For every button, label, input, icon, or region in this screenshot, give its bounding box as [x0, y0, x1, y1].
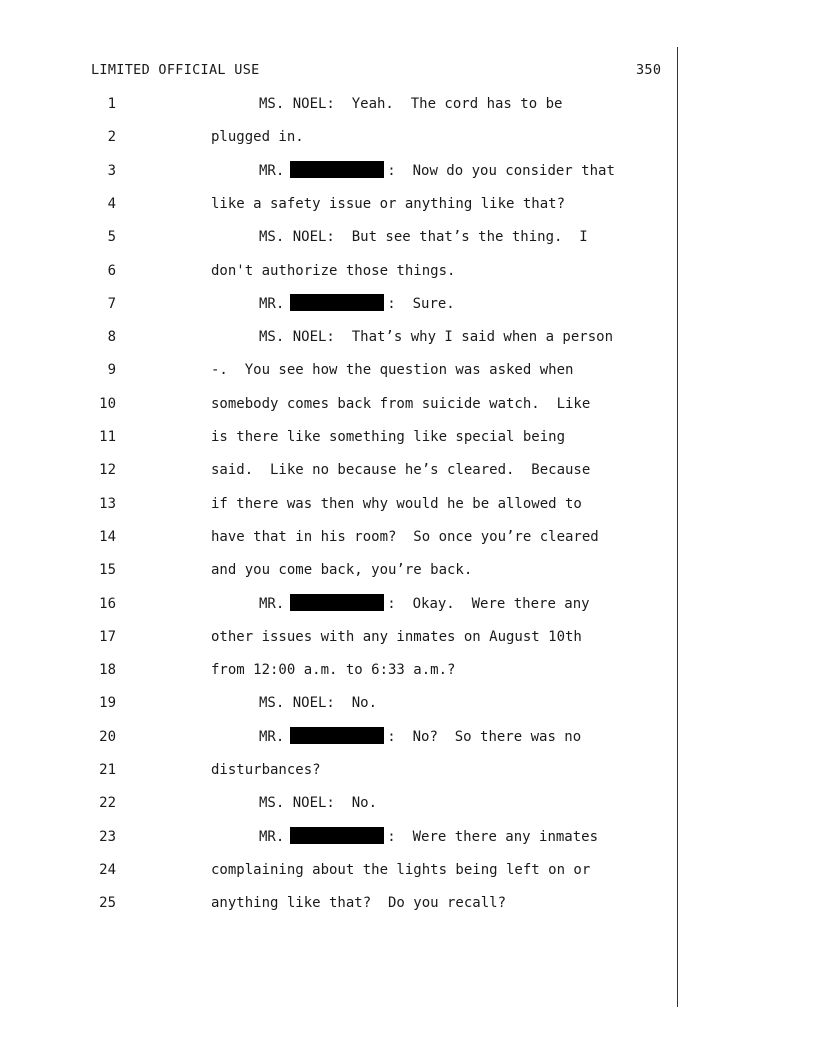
transcript-line [0, 327, 816, 347]
line-text [211, 127, 304, 147]
speech-text: -. You see how the question was asked when [211, 362, 574, 379]
line-text [211, 860, 590, 880]
speech-text: : Sure. [387, 295, 455, 312]
line-number: 18 [99, 662, 116, 679]
line-text [211, 360, 573, 380]
redaction-bar [290, 161, 384, 178]
speech-text: : No? So there was no [387, 728, 582, 745]
line-text [259, 94, 562, 114]
transcript-line [0, 94, 816, 114]
line-text [211, 893, 506, 913]
transcript-line [0, 627, 816, 647]
redaction-bar [290, 827, 384, 844]
line-number: 10 [99, 395, 116, 412]
speech-text: disturbances? [211, 762, 321, 778]
speech-text: have that in his room? So once you’re cleared [211, 528, 599, 545]
transcript-line [0, 827, 816, 847]
line-number: 14 [99, 528, 116, 545]
transcript-line [0, 294, 816, 314]
speech-text: MS. NOEL: Yeah. The cord has to be [259, 96, 563, 112]
speech-text: : Were there any inmates [387, 828, 599, 845]
speech-text: and you come back, you’re back. [211, 562, 473, 579]
redaction-bar [290, 594, 384, 611]
line-text [259, 727, 581, 747]
transcript-line [0, 261, 816, 281]
transcript-line [0, 760, 816, 780]
line-text [211, 494, 582, 514]
line-text [259, 161, 615, 181]
speech-text: is there like something like special being [211, 429, 566, 445]
speech-text: don't authorize those things. [211, 262, 456, 279]
line-text [211, 194, 565, 214]
transcript-line [0, 427, 816, 447]
speech-text: said. Like no because he’s cleared. Because [211, 462, 591, 479]
line-number: 6 [107, 262, 116, 279]
line-number: 11 [99, 429, 116, 445]
speaker-label: MR. [259, 295, 285, 312]
line-text [259, 793, 377, 813]
line-number: 4 [107, 195, 116, 212]
speech-text: MS. NOEL: No. [259, 695, 378, 712]
line-text [211, 627, 582, 647]
redaction-bar [290, 294, 384, 311]
speech-text: plugged in. [211, 129, 304, 146]
line-text [259, 827, 598, 847]
line-number: 7 [107, 295, 116, 312]
line-text [211, 261, 455, 281]
transcript-line [0, 727, 816, 747]
transcript-line [0, 194, 816, 214]
speaker-label: MR. [259, 595, 285, 612]
line-text [211, 460, 590, 480]
classification-header: LIMITED OFFICIAL USE [91, 62, 260, 78]
transcript-line [0, 793, 816, 813]
line-number: 25 [99, 895, 116, 912]
speaker-label: MR. [259, 162, 285, 179]
speech-text: : Okay. Were there any [387, 595, 590, 612]
speech-text: somebody comes back from suicide watch. Like [211, 395, 591, 412]
line-text [259, 294, 455, 314]
line-number: 23 [99, 828, 116, 845]
line-text [259, 693, 377, 713]
transcript-line [0, 860, 816, 880]
line-number: 1 [107, 96, 116, 112]
line-number: 19 [99, 695, 116, 712]
speech-text: anything like that? Do you recall? [211, 895, 507, 912]
line-text [211, 760, 321, 780]
speech-text: MS. NOEL: No. [259, 795, 378, 812]
line-number: 17 [99, 628, 116, 645]
line-text [211, 660, 455, 680]
transcript-line [0, 360, 816, 380]
line-number: 5 [107, 229, 116, 246]
line-number: 8 [107, 329, 116, 346]
speech-text: from 12:00 a.m. to 6:33 a.m.? [211, 662, 456, 679]
line-number: 24 [99, 861, 116, 878]
transcript-line [0, 693, 816, 713]
line-number: 3 [107, 162, 116, 179]
speech-text: if there was then why would he be allowed to [211, 495, 582, 512]
line-text [259, 227, 588, 247]
transcript-line [0, 161, 816, 181]
transcript-line [0, 660, 816, 680]
speech-text: : Now do you consider that [387, 162, 615, 179]
speech-text: like a safety issue or anything like that? [211, 195, 566, 212]
line-text [259, 327, 613, 347]
speech-text: MS. NOEL: That’s why I said when a person [259, 329, 614, 346]
line-text [211, 527, 599, 547]
line-number: 2 [107, 129, 116, 146]
transcript-line [0, 594, 816, 614]
transcript-line [0, 127, 816, 147]
line-text [259, 594, 590, 614]
transcript-line [0, 527, 816, 547]
page-number: 350 [636, 62, 662, 78]
line-text [211, 560, 472, 580]
speech-text: MS. NOEL: But see that’s the thing. I [259, 229, 588, 246]
line-text [211, 427, 565, 447]
speech-text: complaining about the lights being left on or [211, 861, 591, 878]
line-number: 20 [99, 728, 116, 745]
speaker-label: MR. [259, 828, 285, 845]
redaction-bar [290, 727, 384, 744]
speech-text: other issues with any inmates on August 10th [211, 628, 582, 645]
line-number: 16 [99, 595, 116, 612]
line-number: 22 [99, 795, 116, 812]
transcript-line [0, 227, 816, 247]
transcript-line [0, 560, 816, 580]
speaker-label: MR. [259, 728, 285, 745]
transcript-line [0, 460, 816, 480]
line-number: 9 [107, 362, 116, 379]
transcript-line [0, 893, 816, 913]
transcript-line [0, 494, 816, 514]
line-number: 15 [99, 562, 116, 579]
transcript-line [0, 394, 816, 414]
line-number: 21 [99, 762, 116, 778]
line-number: 13 [99, 495, 116, 512]
line-text [211, 394, 590, 414]
line-number: 12 [99, 462, 116, 479]
